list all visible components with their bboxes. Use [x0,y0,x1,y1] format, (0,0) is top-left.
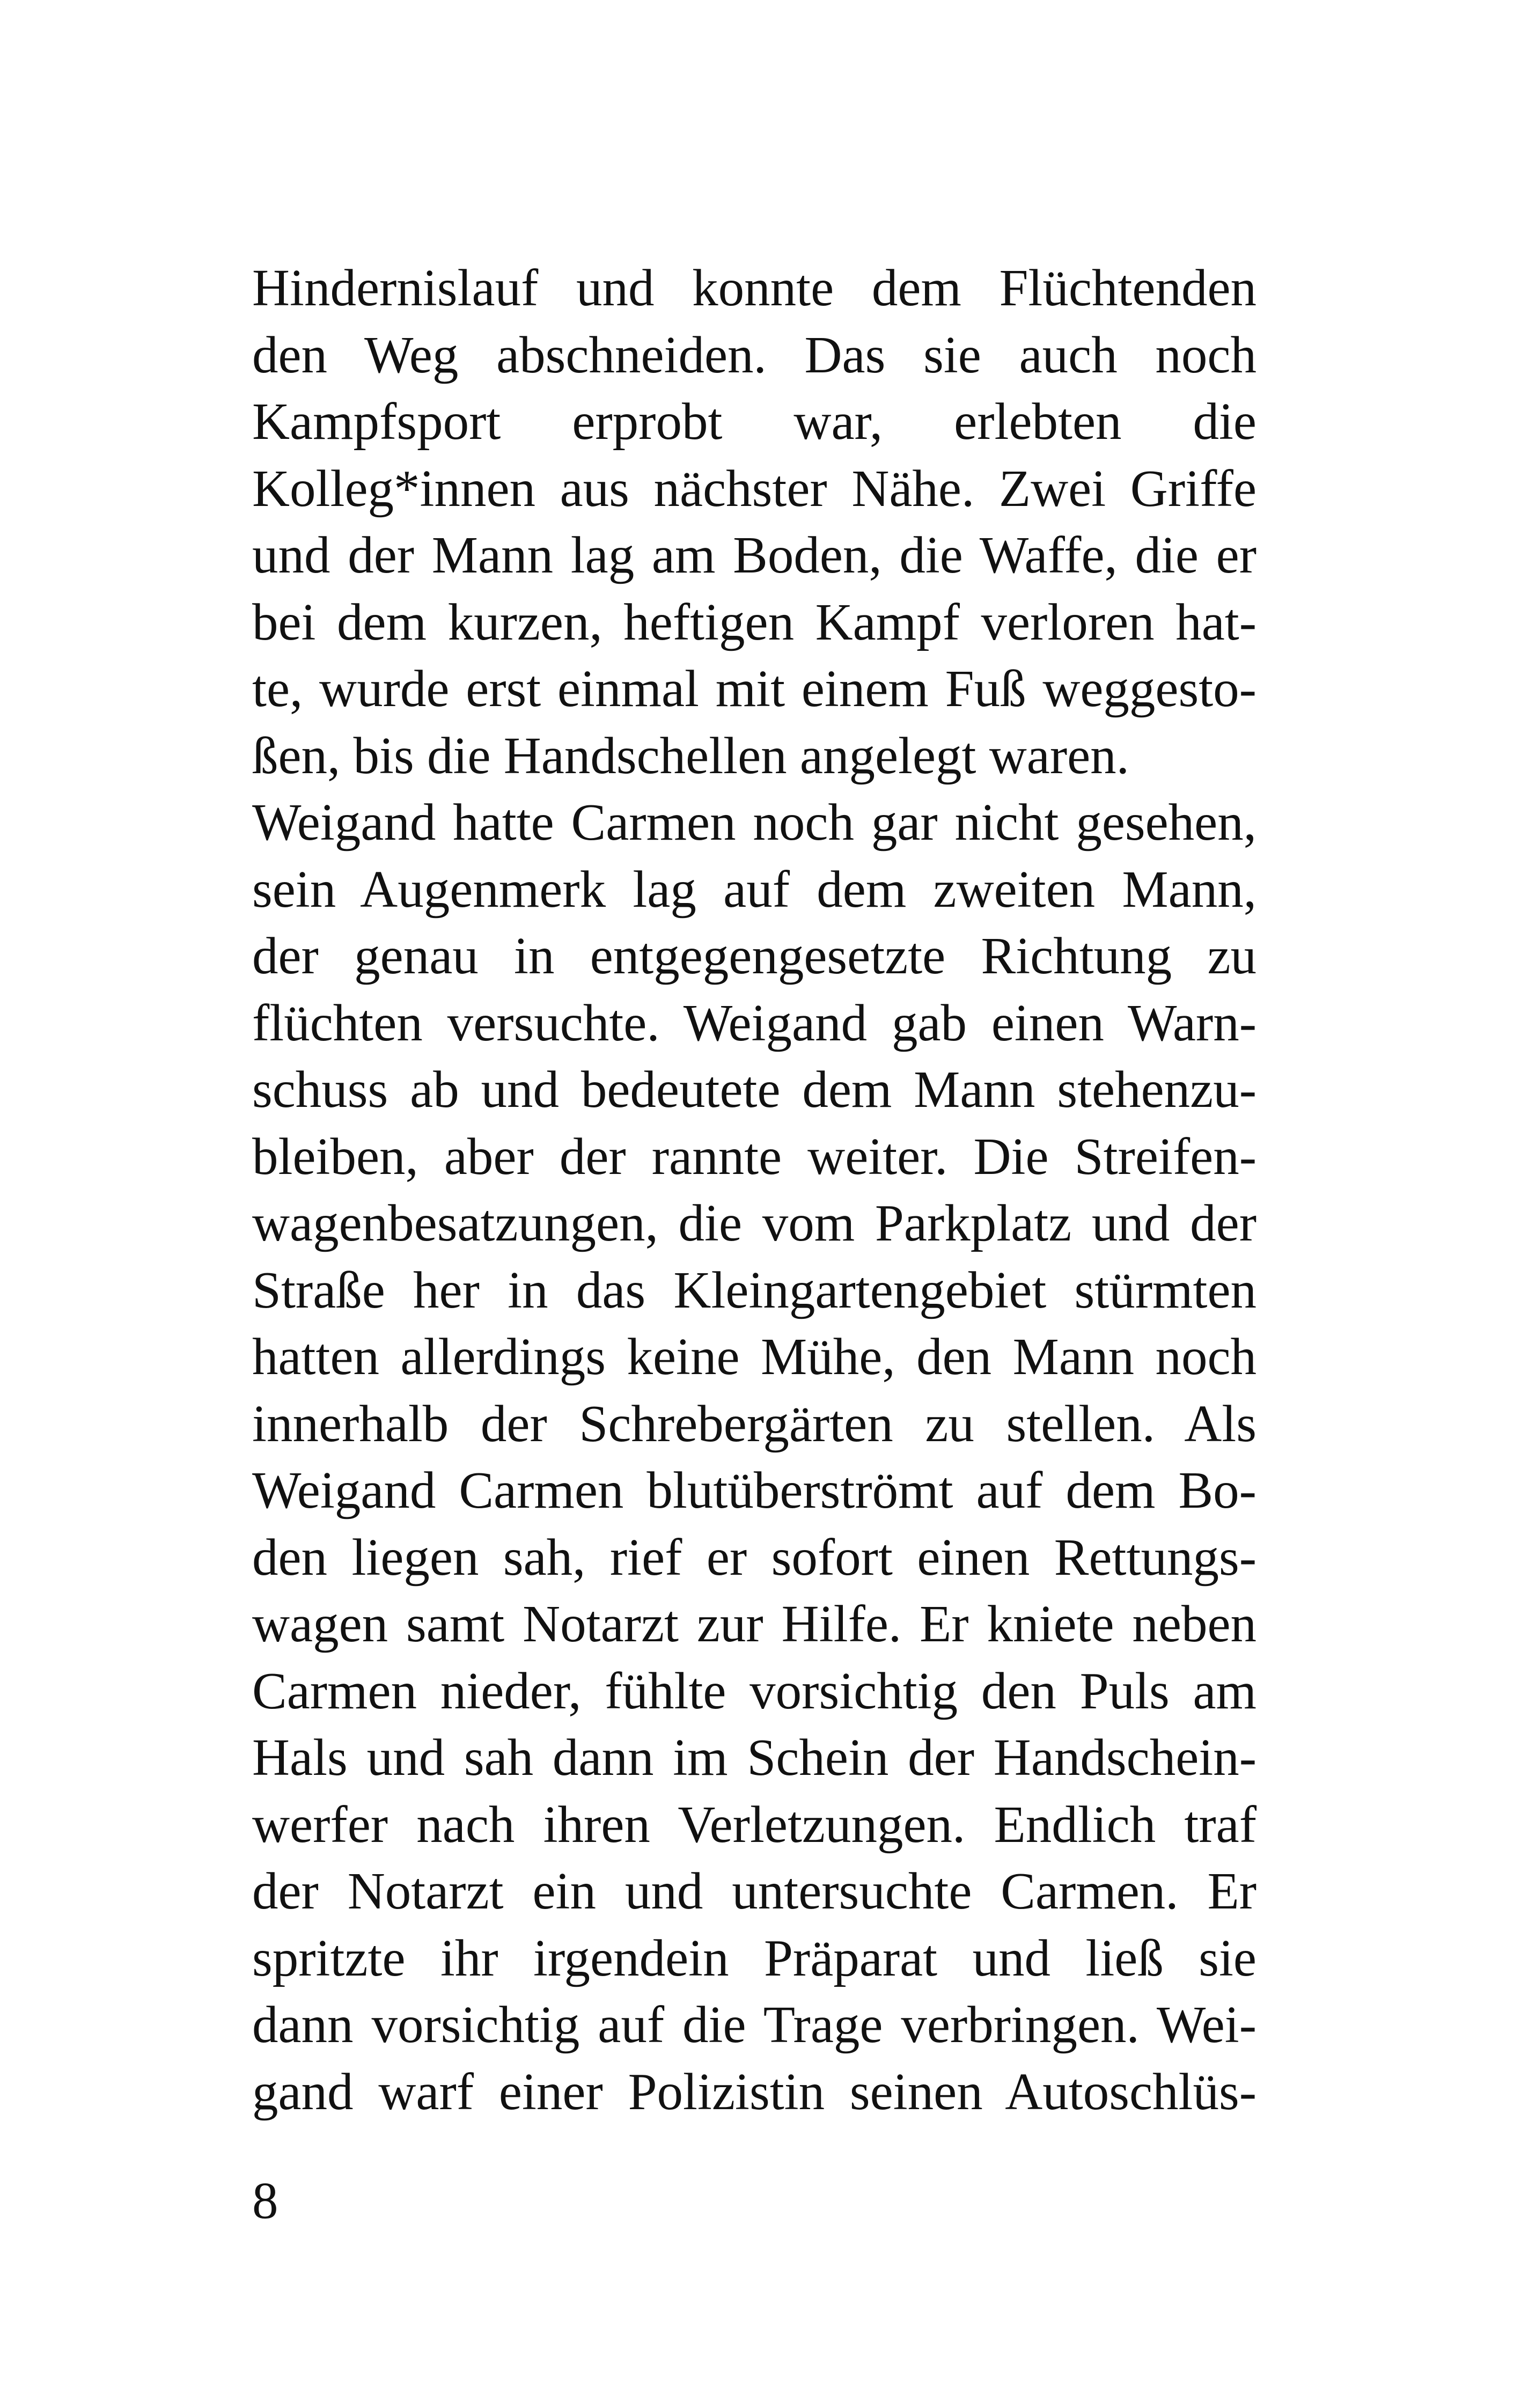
text-line: Weigand hatte Carmen noch gar nicht gesehen, [252,794,1257,851]
text-line: Weigand Carmen blutüberströmt auf dem Bo- [252,1462,1257,1519]
text-line: gand warf einer Polizistin seinen Autoschlüs- [252,2062,1257,2120]
text-line: werfer nach ihren Verletzungen. Endlich traf [252,1795,1257,1853]
body-text [252,255,1257,2125]
text-line: te, wurde erst einmal mit einem Fuß weggesto- [252,660,1257,717]
text-line: Carmen nieder, fühlte vorsichtig den Puls am [252,1662,1257,1720]
text-line: dann vorsichtig auf die Trage verbringen. Wei- [252,1996,1257,2053]
text-line: Hals und sah dann im Schein der Handschein- [252,1729,1257,1786]
text-line: spritzte ihr irgendein Präparat und ließ sie [252,1929,1257,1987]
text-line: Kolleg*innen aus nächster Nähe. Zwei Griffe [252,459,1257,517]
text-line: flüchten versuchte. Weigand gab einen Warn- [252,994,1257,1052]
text-line: der genau in entgegengesetzte Richtung zu [252,927,1257,985]
text-line: Kampfsport erprobt war, erlebten die [252,393,1257,450]
text-line: bleiben, aber der rannte weiter. Die Streifen- [252,1127,1257,1185]
text-line: schuss ab und bedeutete dem Mann stehenzu- [252,1061,1257,1118]
text-line: sein Augenmerk lag auf dem zweiten Mann, [252,860,1257,918]
text-line: ßen, bis die Handschellen angelegt waren. [252,726,1129,784]
text-line: innerhalb der Schrebergärten zu stellen. Als [252,1394,1257,1452]
text-line: den Weg abschneiden. Das sie auch noch [252,326,1257,384]
text-line: und der Mann lag am Boden, die Waffe, die er [252,526,1257,584]
text-line: hatten allerdings keine Mühe, den Mann noch [252,1328,1257,1385]
text-line: der Notarzt ein und untersuchte Carmen. Er [252,1862,1257,1920]
text-line: wagen samt Notarzt zur Hilfe. Er kniete neben [252,1595,1257,1653]
text-line: bei dem kurzen, heftigen Kampf verloren hat- [252,593,1257,651]
text-line: wagenbesatzungen, die vom Parkplatz und der [252,1194,1257,1252]
text-line: den liegen sah, rief er sofort einen Rettungs- [252,1528,1257,1586]
text-line: Straße her in das Kleingartengebiet stürmten [252,1261,1257,1319]
page-number: 8 [252,2172,278,2229]
text-line: Hindernislauf und konnte dem Flüchtenden [252,259,1257,317]
